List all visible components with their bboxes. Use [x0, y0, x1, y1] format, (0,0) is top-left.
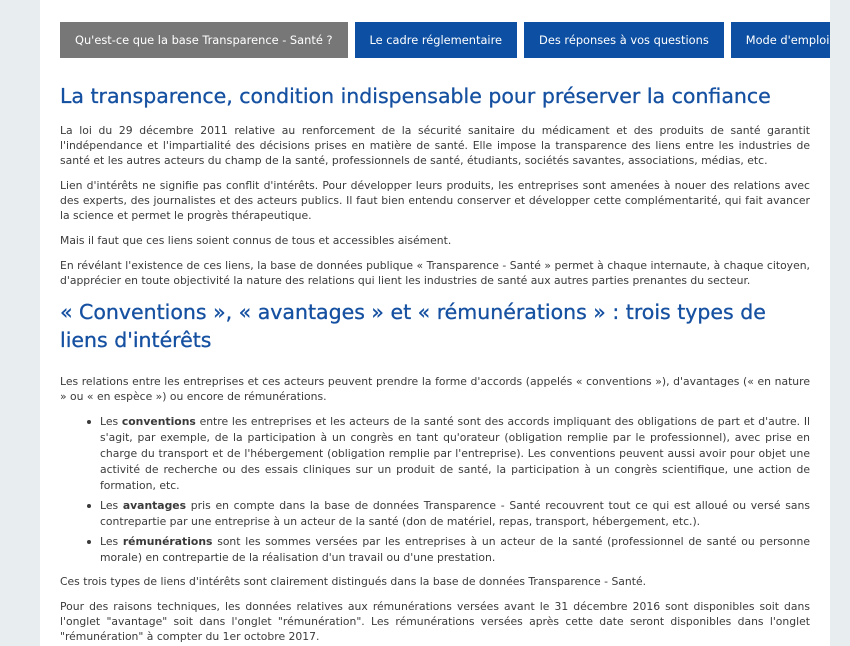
- paragraph-lien-interets: Lien d'intérêts ne signifie pas conflit d'intérêts. Pour développer leurs produits, les entreprises sont amenées à nouer des relations avec des experts, des journalistes et des acteurs publics. Il faut bien entendu conserver et développer cette complémentarité, qui fait avancer la science et permet le progrès thérapeutique.: [60, 179, 810, 222]
- tab-bar: [60, 0, 830, 58]
- types-list: [60, 414, 810, 566]
- tab-what-is-transparence-sante[interactable]: Qu'est-ce que la base Transparence - Santé ?: [60, 22, 348, 58]
- paragraph-relations-intro: Les relations entre les entreprises et ces acteurs peuvent prendre la forme d'accords (appelés « conventions »), d'avantages (« en nature » ou « en espèce ») ou encore de rémunérations.: [60, 375, 810, 403]
- tab-cadre-reglementaire[interactable]: Le cadre réglementaire: [355, 22, 518, 58]
- tab-reponses-questions[interactable]: Des réponses à vos questions: [524, 22, 724, 58]
- list-item-text: entre les entreprises et les acteurs de la santé sont des accords impliquant des obligations de part et d'autre. Il s'agit, par exemple, de la participation à un congrès en tant qu'orateur (obligation remplie par le professionnel), avec prise en charge du transport et de l'hébergement (obligation remplie par l'entreprise). Les conventions peuvent aussi avoir pour objet une activité de recherche ou des essais cliniques sur un produit de santé, la participation à un congrès scientifique, une action de formation, etc.: [100, 415, 810, 492]
- list-item-prefix: Les: [100, 499, 123, 512]
- list-item-text: pris en compte dans la base de données Transparence - Santé recouvrent tout ce qui est alloué ou versé sans contrepartie par une entreprise à un acteur de la santé (don de matériel, repas, transport, hébergement, etc.).: [100, 499, 810, 528]
- list-item-avantages: [100, 498, 810, 530]
- list-item-remunerations: [100, 534, 810, 566]
- tab-mode-emploi[interactable]: Mode d'emploi: [731, 22, 830, 58]
- term-conventions: conventions: [121, 415, 196, 428]
- paragraph-trois-types: Ces trois types de liens d'intérêts sont clairement distingués dans la base de données Transparence - Santé.: [60, 575, 647, 588]
- term-avantages: avantages: [122, 499, 187, 512]
- list-item-conventions: [100, 414, 810, 494]
- paragraph-raisons-techniques: Pour des raisons techniques, les données relatives aux rémunérations versées avant le 31 décembre 2016 sont disponibles soit dans l'onglet "avantage" soit dans l'onglet "rémunération". Les rémunérations versées après cette date seront disponibles dans l'onglet "rémunération" à compter du 1er octobre 2017.: [60, 600, 810, 643]
- term-remunerations: rémunérations: [122, 535, 213, 548]
- section-heading-types-liens: « Conventions », « avantages » et « rémunérations » : trois types de liens d'intérêts: [60, 300, 766, 352]
- paragraph-loi: La loi du 29 décembre 2011 relative au renforcement de la sécurité sanitaire du médicament et des produits de santé garantit l'indépendance et l'impartialité des décisions prises en matière de santé. Elle impose la transparence des liens entre les industries de santé et les autres acteurs du champ de la santé, professionnels de santé, étudiants, sociétés savantes, associations, médias, etc.: [60, 124, 810, 167]
- content-page: [40, 0, 830, 646]
- list-item-text: sont les sommes versées par les entreprises à un acteur de la santé (professionnel de santé ou personne morale) en contrepartie de la réalisation d'un travail ou d'une prestation.: [100, 535, 810, 564]
- list-item-prefix: Les: [100, 535, 123, 548]
- paragraph-base-publique: En révélant l'existence de ces liens, la base de données publique « Transparence - Santé » permet à chaque internaute, à chaque citoyen, d'apprécier en toute objectivité la nature des relations qui lient les industries de santé aux autres parties prenantes du secteur.: [60, 259, 810, 287]
- section-heading-transparence: La transparence, condition indispensable pour préserver la confiance: [60, 84, 771, 108]
- paragraph-liens-connus: Mais il faut que ces liens soient connus de tous et accessibles aisément.: [60, 234, 452, 247]
- list-item-prefix: Les: [100, 415, 122, 428]
